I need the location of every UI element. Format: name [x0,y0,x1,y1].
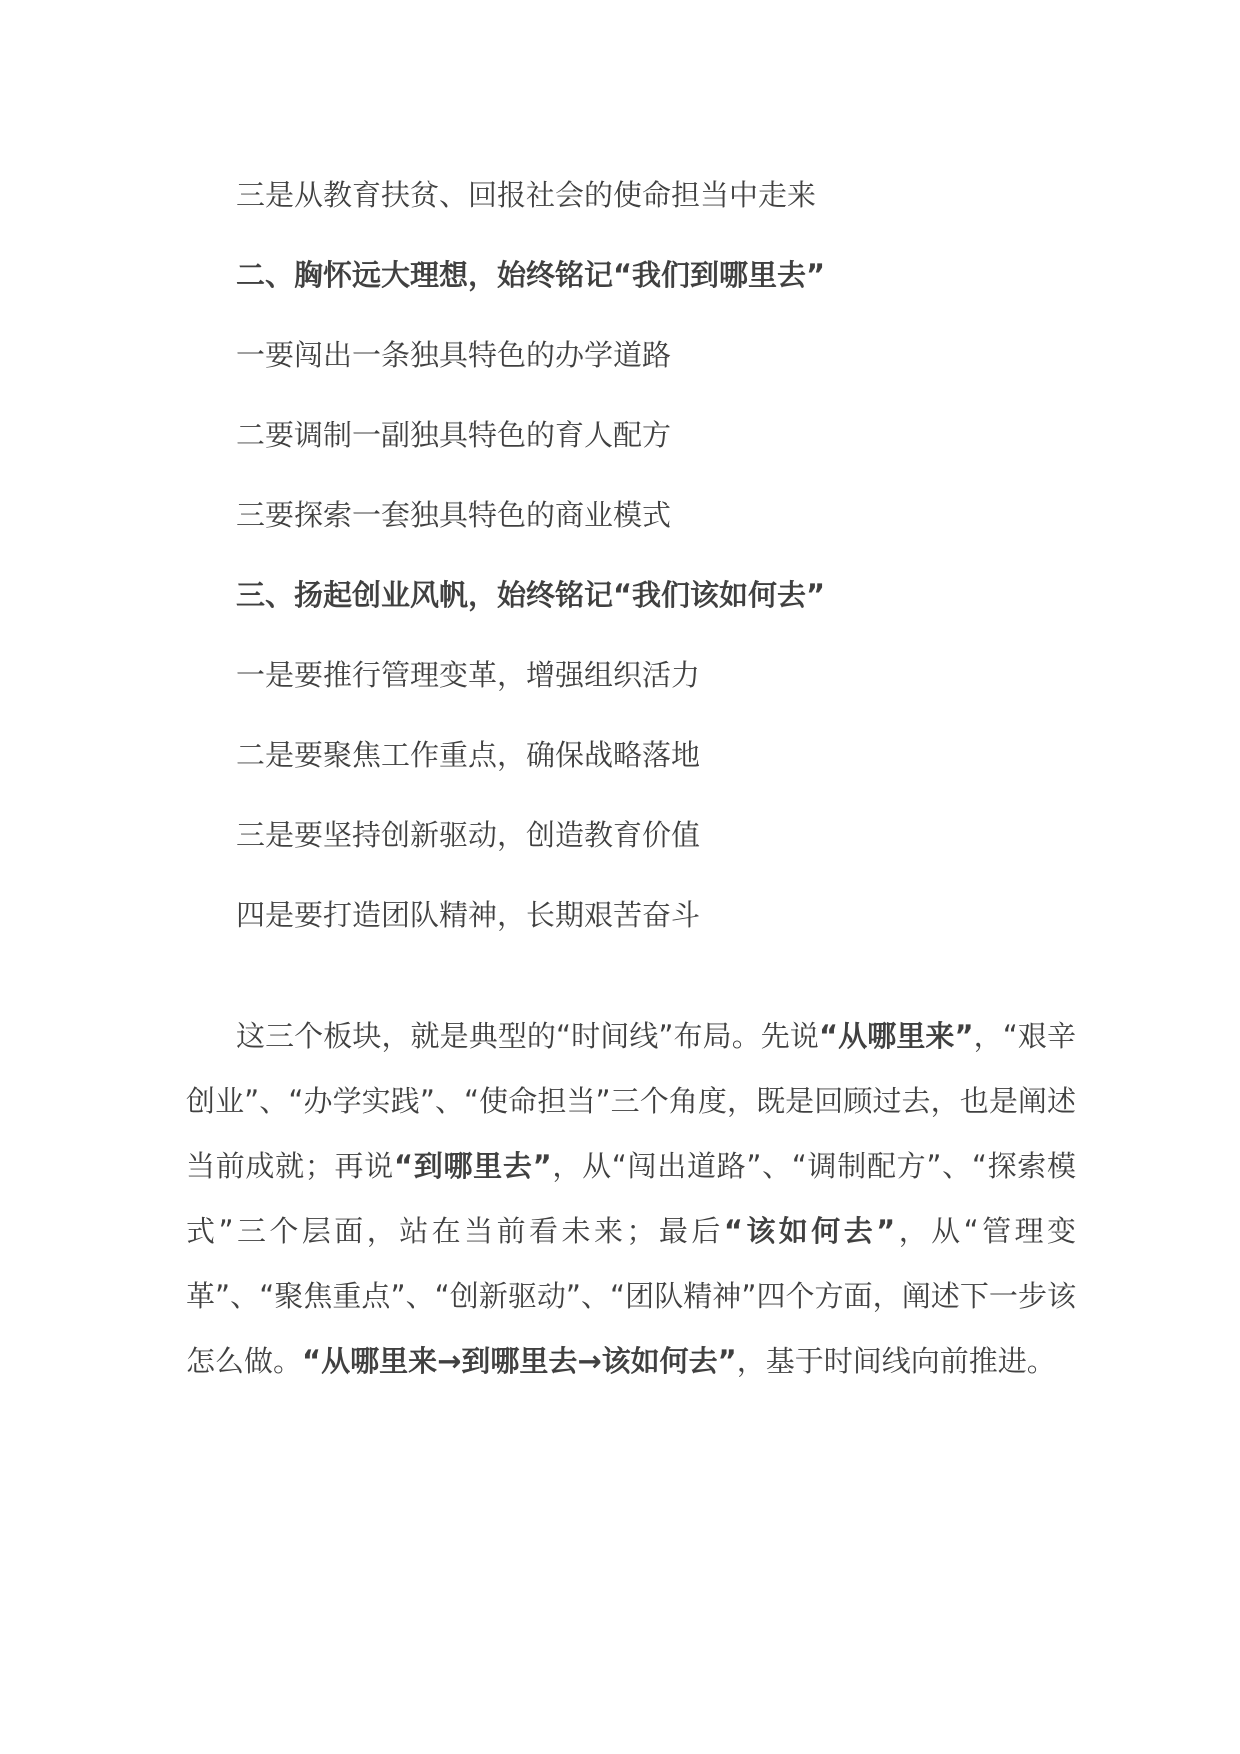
section-heading: 三、扬起创业风帆，始终铭记“我们该如何去” [236,578,826,612]
summary-text: ，从“闯出道路”、“调制配方”、“探索模式”三个层面，站在当前看未来；最后 [186,1149,1076,1248]
summary-text: 这三个板块，就是典型的“时间线”布局。先说 [236,1019,819,1053]
list-item: 三是从教育扶贫、回报社会的使命担当中走来 [236,178,817,212]
list-item: 一要闯出一条独具特色的办学道路 [236,338,672,372]
summary-emphasis: “从哪里来→到哪里去→该如何去” [302,1344,737,1378]
summary-text: ，基于时间线向前推进。 [736,1344,1056,1378]
list-item: 四是要打造团队精神，长期艰苦奋斗 [236,898,701,932]
list-item: 二是要聚焦工作重点，确保战略落地 [236,738,701,772]
list-item: 三要探索一套独具特色的商业模式 [236,498,672,532]
list-item: 三是要坚持创新驱动，创造教育价值 [236,818,701,852]
summary-emphasis: “从哪里来” [819,1019,974,1053]
summary-emphasis: “到哪里去” [393,1149,552,1183]
summary-paragraph [186,1004,1076,1394]
summary-emphasis: “该如何去” [723,1214,896,1248]
summary-text: ，从“管理变革”、“聚焦重点”、“创新驱动”、“团队精神”四个方面，阐述下一步该怎么做。 [186,1214,1077,1378]
list-item: 一是要推行管理变革，增强组织活力 [236,658,701,692]
summary-text: ，“艰辛创业”、“办学实践”、“使命担当”三个角度，既是回顾过去，也是阐述当前成就；再说 [186,1019,1076,1183]
section-heading: 二、胸怀远大理想，始终铭记“我们到哪里去” [236,258,826,292]
list-item: 二要调制一副独具特色的育人配方 [236,418,672,452]
